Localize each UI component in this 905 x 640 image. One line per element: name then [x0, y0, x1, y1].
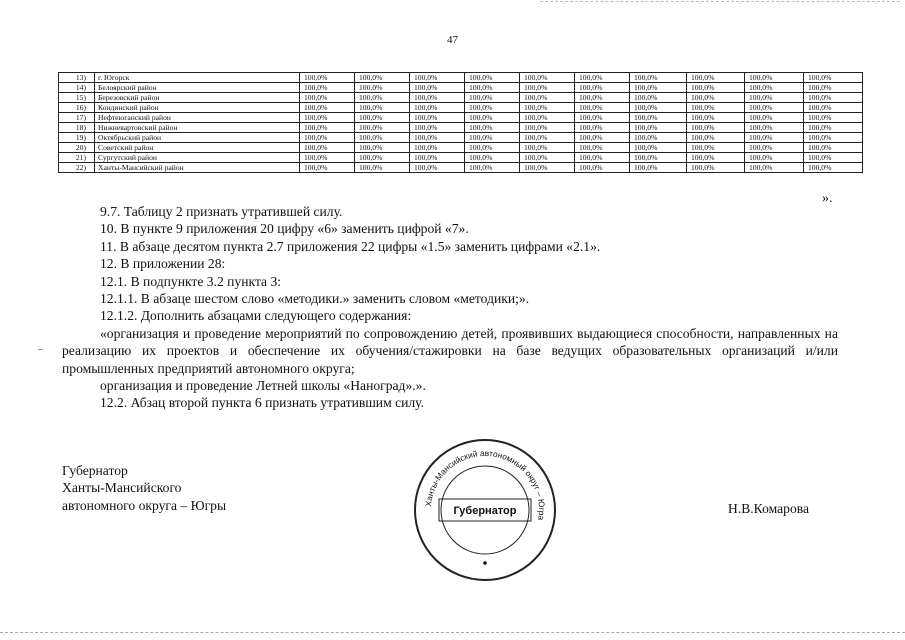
value-cell: 100,0% — [355, 123, 410, 133]
district-name: Ханты-Мансийский район — [95, 163, 300, 173]
value-cell: 100,0% — [355, 73, 410, 83]
value-cell: 100,0% — [410, 163, 465, 173]
value-cell: 100,0% — [575, 83, 630, 93]
value-cell: 100,0% — [745, 93, 804, 103]
value-cell: 100,0% — [410, 103, 465, 113]
value-cell: 100,0% — [465, 83, 520, 93]
value-cell: 100,0% — [355, 83, 410, 93]
district-name: Березовский район — [95, 93, 300, 103]
governor-title-line-1: Губернатор — [62, 463, 128, 478]
value-cell: 100,0% — [575, 93, 630, 103]
value-cell: 100,0% — [804, 103, 863, 113]
seal-ring-text: Ханты-Мансийский автономный округ – Югра — [423, 447, 548, 521]
row-number: 20) — [59, 143, 95, 153]
value-cell: 100,0% — [355, 103, 410, 113]
value-cell: 100,0% — [355, 163, 410, 173]
value-cell: 100,0% — [630, 163, 687, 173]
table-row — [59, 153, 863, 163]
district-name: Белоярский район — [95, 83, 300, 93]
value-cell: 100,0% — [575, 153, 630, 163]
scan-edge-bottom — [0, 632, 905, 633]
table-row — [59, 83, 863, 93]
paragraph-11: 11. В абзаце десятом пункта 2.7 приложения 22 цифры «1.5» заменить цифрами «2.1». — [100, 238, 601, 254]
value-cell: 100,0% — [300, 73, 355, 83]
value-cell: 100,0% — [410, 123, 465, 133]
signer-name: Н.В.Комарова — [728, 501, 810, 516]
page-number: 47 — [447, 34, 458, 46]
value-cell: 100,0% — [355, 113, 410, 123]
value-cell: 100,0% — [520, 83, 575, 93]
value-cell: 100,0% — [410, 83, 465, 93]
district-name: Октябрьский район — [95, 133, 300, 143]
value-cell: 100,0% — [465, 133, 520, 143]
district-name: Нижневартовский район — [95, 123, 300, 133]
value-cell: 100,0% — [575, 133, 630, 143]
value-cell: 100,0% — [630, 73, 687, 83]
value-cell: 100,0% — [575, 103, 630, 113]
value-cell: 100,0% — [465, 163, 520, 173]
value-cell: 100,0% — [687, 123, 745, 133]
value-cell: 100,0% — [804, 113, 863, 123]
value-cell: 100,0% — [804, 73, 863, 83]
value-cell: 100,0% — [465, 73, 520, 83]
district-name: Нефтеюганский район — [95, 113, 300, 123]
value-cell: 100,0% — [804, 123, 863, 133]
paragraph-9-7: 9.7. Таблицу 2 признать утратившей силу. — [100, 204, 343, 219]
table-row — [59, 163, 863, 173]
row-number: 18) — [59, 123, 95, 133]
governor-title-line-2: Ханты-Мансийского — [62, 480, 182, 496]
value-cell: 100,0% — [687, 163, 745, 173]
value-cell: 100,0% — [687, 103, 745, 113]
value-cell: 100,0% — [520, 73, 575, 83]
value-cell: 100,0% — [630, 83, 687, 93]
district-name: Сургутский район — [95, 153, 300, 163]
value-cell: 100,0% — [300, 123, 355, 133]
value-cell: 100,0% — [630, 143, 687, 153]
value-cell: 100,0% — [520, 133, 575, 143]
seal-star-icon — [483, 561, 487, 565]
governor-title-block — [62, 462, 226, 514]
paragraph-10: 10. В пункте 9 приложения 20 цифру «6» заменить цифрой «7». — [100, 221, 469, 237]
value-cell: 100,0% — [630, 113, 687, 123]
value-cell: 100,0% — [745, 153, 804, 163]
row-number: 13) — [59, 73, 95, 83]
value-cell: 100,0% — [687, 133, 745, 143]
paragraph-12-2: 12.2. Абзац второй пункта 6 признать утратившим силу. — [100, 395, 425, 411]
value-cell: 100,0% — [804, 83, 863, 93]
value-cell: 100,0% — [410, 153, 465, 163]
margin-mark — [38, 349, 43, 350]
value-cell: 100,0% — [300, 103, 355, 113]
paragraph-quoted-organization: «организация и проведение мероприятий по сопровождению детей, проявивших выдающиеся способности, направленных на реализацию их проектов и обеспечение их обучения/стажировки на базе ведущих образовательных организаций и/или промышленных предприятий автономного округа; — [62, 325, 838, 376]
value-cell: 100,0% — [745, 143, 804, 153]
value-cell: 100,0% — [687, 153, 745, 163]
seal-center-label: Губернатор — [453, 505, 517, 517]
data-table — [58, 72, 863, 173]
value-cell: 100,0% — [465, 103, 520, 113]
paragraph-12-1: 12.1. В подпункте 3.2 пункта 3: — [100, 273, 282, 289]
value-cell: 100,0% — [520, 103, 575, 113]
value-cell: 100,0% — [687, 143, 745, 153]
row-number: 21) — [59, 153, 95, 163]
value-cell: 100,0% — [575, 143, 630, 153]
value-cell: 100,0% — [575, 123, 630, 133]
value-cell: 100,0% — [300, 83, 355, 93]
value-cell: 100,0% — [300, 163, 355, 173]
value-cell: 100,0% — [804, 93, 863, 103]
value-cell: 100,0% — [410, 143, 465, 153]
table-row — [59, 73, 863, 83]
value-cell: 100,0% — [804, 163, 863, 173]
value-cell: 100,0% — [804, 133, 863, 143]
value-cell: 100,0% — [745, 113, 804, 123]
value-cell: 100,0% — [410, 93, 465, 103]
row-number: 16) — [59, 103, 95, 113]
district-name: г. Югорск — [95, 73, 300, 83]
paragraph-quoted-summer-school: организация и проведение Летней школы «Наноград».». — [100, 378, 426, 394]
row-number: 15) — [59, 93, 95, 103]
value-cell: 100,0% — [630, 93, 687, 103]
value-cell: 100,0% — [520, 153, 575, 163]
value-cell: 100,0% — [630, 103, 687, 113]
value-cell: 100,0% — [355, 133, 410, 143]
value-cell: 100,0% — [465, 123, 520, 133]
value-cell: 100,0% — [410, 113, 465, 123]
value-cell: 100,0% — [745, 83, 804, 93]
value-cell: 100,0% — [745, 133, 804, 143]
governor-title-line-3: автономного округа – Югры — [62, 497, 227, 513]
value-cell: 100,0% — [520, 143, 575, 153]
district-name: Советский район — [95, 143, 300, 153]
value-cell: 100,0% — [687, 93, 745, 103]
value-cell: 100,0% — [745, 73, 804, 83]
value-cell: 100,0% — [300, 113, 355, 123]
value-cell: 100,0% — [355, 143, 410, 153]
row-number: 14) — [59, 83, 95, 93]
value-cell: 100,0% — [804, 143, 863, 153]
value-cell: 100,0% — [804, 153, 863, 163]
value-cell: 100,0% — [745, 163, 804, 173]
value-cell: 100,0% — [520, 113, 575, 123]
scan-edge-top — [540, 1, 900, 2]
value-cell: 100,0% — [687, 73, 745, 83]
table-row — [59, 143, 863, 153]
value-cell: 100,0% — [300, 143, 355, 153]
value-cell: 100,0% — [355, 153, 410, 163]
value-cell: 100,0% — [465, 113, 520, 123]
value-cell: 100,0% — [687, 83, 745, 93]
value-cell: 100,0% — [745, 123, 804, 133]
value-cell: 100,0% — [410, 133, 465, 143]
table-row — [59, 103, 863, 113]
value-cell: 100,0% — [520, 123, 575, 133]
table-row — [59, 113, 863, 123]
value-cell: 100,0% — [520, 93, 575, 103]
value-cell: 100,0% — [630, 133, 687, 143]
table-row — [59, 133, 863, 143]
row-number: 19) — [59, 133, 95, 143]
value-cell: 100,0% — [465, 153, 520, 163]
paragraph-12-1-1: 12.1.1. В абзаце шестом слово «методики.» заменить словом «методики;». — [100, 291, 530, 307]
value-cell: 100,0% — [745, 103, 804, 113]
value-cell: 100,0% — [575, 73, 630, 83]
value-cell: 100,0% — [300, 133, 355, 143]
row-number: 22) — [59, 163, 95, 173]
value-cell: 100,0% — [465, 143, 520, 153]
official-seal — [412, 437, 558, 583]
value-cell: 100,0% — [630, 123, 687, 133]
value-cell: 100,0% — [410, 73, 465, 83]
table-row — [59, 123, 863, 133]
value-cell: 100,0% — [630, 153, 687, 163]
value-cell: 100,0% — [300, 153, 355, 163]
value-cell: 100,0% — [355, 93, 410, 103]
value-cell: 100,0% — [465, 93, 520, 103]
paragraph-12: 12. В приложении 28: — [100, 256, 226, 272]
value-cell: 100,0% — [575, 163, 630, 173]
table-row — [59, 93, 863, 103]
closing-quote: ». — [822, 191, 833, 206]
body-text — [62, 203, 838, 412]
row-number: 17) — [59, 113, 95, 123]
paragraph-12-1-2: 12.1.2. Дополнить абзацами следующего содержания: — [100, 308, 412, 324]
district-name: Кондинский район — [95, 103, 300, 113]
value-cell: 100,0% — [300, 93, 355, 103]
value-cell: 100,0% — [520, 163, 575, 173]
value-cell: 100,0% — [575, 113, 630, 123]
value-cell: 100,0% — [687, 113, 745, 123]
